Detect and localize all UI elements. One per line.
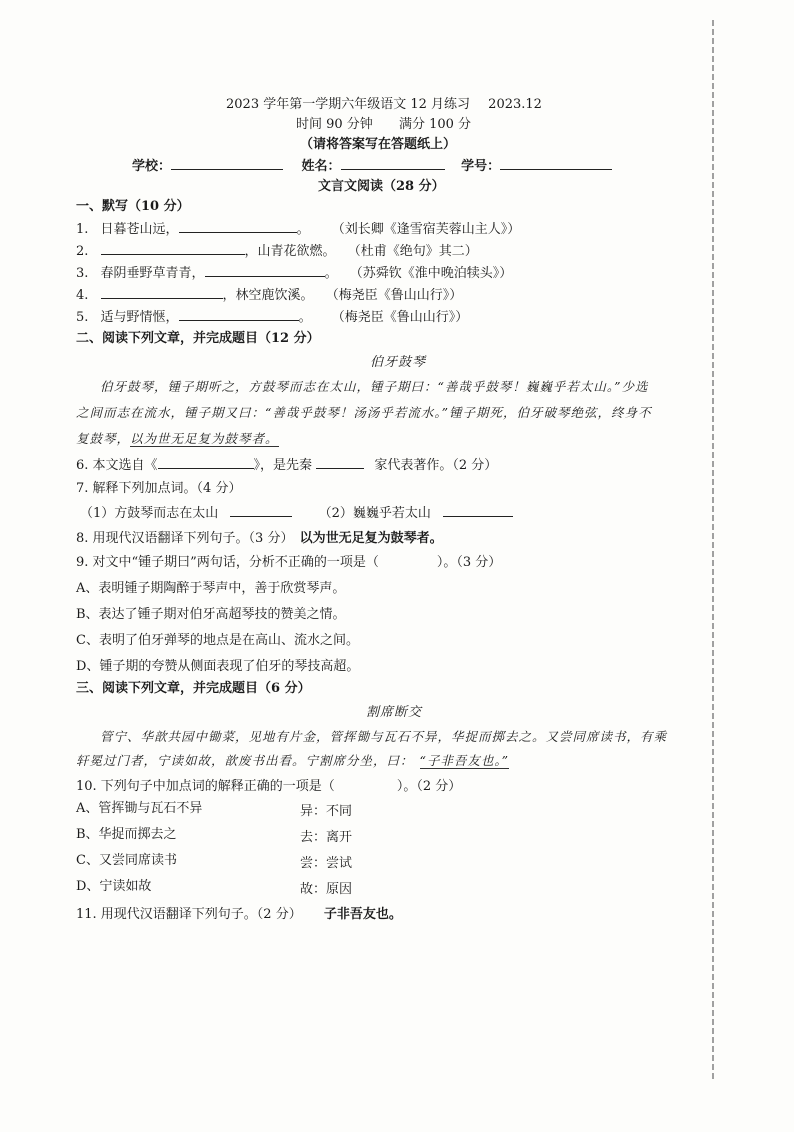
option-a: A、表明锺子期陶醉于琴声中，善于欣赏琴声。 — [76, 581, 346, 596]
passage-line: 复鼓琴，以为世无足复为鼓琴者。 — [76, 431, 279, 446]
question-10: 10. 下列句子中加点词的解释正确的一项是（ ）。（2 分） — [76, 779, 462, 794]
option-a: A、管挥锄与瓦石不异 — [76, 801, 203, 816]
underlined-sentence: “子非吾友也。” — [419, 753, 510, 768]
title-text: 2023 学年第一学期六年级语文 12 月练习 — [226, 97, 471, 112]
question-9: 9. 对文中“锺子期曰”两句话，分析不正确的一项是（ ）。（3 分） — [76, 555, 502, 570]
question-11: 11. 用现代汉语翻译下列句子。（2 分） 子非吾友也。 — [76, 907, 402, 922]
question-7: 7. 解释下列加点词。（4 分） — [76, 481, 242, 496]
poem-source: （苏舜钦《淮中晚泊犊头》） — [349, 266, 513, 281]
passage-title: 伯牙鼓琴 — [370, 355, 427, 370]
poem-source: （梅尧臣《鲁山山行》） — [325, 288, 463, 303]
dictation-blank[interactable] — [205, 264, 325, 277]
exam-time: 时间 90 分钟 — [296, 117, 373, 132]
question-7-items: （1）方鼓琴而志在太山 （2）巍巍乎若太山 — [80, 504, 513, 523]
option-b: B、华捉而掷去之 — [76, 827, 177, 842]
option-c: C、表明了伯牙弹琴的地点是在高山、流水之间。 — [76, 633, 359, 648]
part1-heading: 一、默写（10 分） — [76, 199, 190, 214]
answer-blank[interactable] — [230, 504, 292, 517]
dictation-item: 1. 日暮苍山远， 。 （刘长卿《逢雪宿芙蓉山主人》） — [76, 222, 521, 237]
dictation-item: 4. ，林空鹿饮溪。 （梅尧臣《鲁山山行》） — [76, 288, 463, 303]
dictation-blank[interactable] — [101, 242, 245, 255]
option-d: D、锺子期的夸赞从侧面表现了伯牙的琴技高超。 — [76, 659, 360, 674]
option-d-definition: 故：原因 — [300, 882, 353, 897]
student-id-field[interactable] — [500, 157, 612, 170]
name-field[interactable] — [341, 157, 445, 170]
option-b-definition: 去：离开 — [300, 830, 353, 845]
poem-source: （杜甫《绝句》其二） — [347, 244, 478, 259]
school-field[interactable] — [171, 157, 283, 170]
option-c: C、又尝同席读书 — [76, 853, 177, 868]
question-6: 6. 本文选自《 》，是先秦 家代表著作。（2 分） — [76, 458, 498, 473]
underlined-sentence: 以为世无足复为鼓琴者。 — [130, 431, 279, 446]
section-main-title: 文言文阅读（28 分） — [318, 179, 445, 194]
student-info-row — [132, 157, 612, 176]
answer-note: （请将答案写在答题纸上） — [300, 137, 457, 152]
dictation-item: 5. 适与野情惬， 。 （梅尧臣《鲁山山行》） — [76, 310, 469, 325]
dictation-item: 2. ，山青花欲燃。 （杜甫《绝句》其二） — [76, 244, 478, 259]
option-d: D、宁读如故 — [76, 879, 152, 894]
passage-title: 割席断交 — [366, 705, 423, 720]
passage-line: 之间而志在流水，锺子期又曰：“善哉乎鼓琴！汤汤乎若流水。”锺子期死，伯牙破琴绝弦，终身不 — [76, 405, 652, 420]
passage-line: 伯牙鼓琴，锺子期听之，方鼓琴而志在太山，锺子期曰：“善哉乎鼓琴！巍巍乎若太山。”少选 — [100, 379, 649, 394]
answer-blank[interactable] — [443, 504, 513, 517]
dictation-blank[interactable] — [179, 220, 297, 233]
scan-edge-line — [712, 20, 714, 1080]
name-label: 姓名： — [301, 159, 341, 174]
school-label: 学校： — [132, 159, 172, 174]
exam-time-score — [296, 116, 471, 134]
poem-source: （刘长卿《逢雪宿芙蓉山主人》） — [331, 222, 521, 237]
dictation-blank[interactable] — [101, 286, 223, 299]
answer-blank[interactable] — [316, 456, 364, 469]
exam-title — [226, 96, 542, 114]
answer-blank[interactable] — [158, 456, 254, 469]
question-8: 8. 用现代汉语翻译下列句子。（3 分） 以为世无足复为鼓琴者。 — [76, 531, 443, 546]
passage-line: 轩冕过门者，宁读如故，歆废书出看。宁割席分坐，曰： “子非吾友也。” — [76, 753, 510, 768]
part2-heading: 二、阅读下列文章，并完成题目（12 分） — [76, 331, 320, 346]
exam-score: 满分 100 分 — [398, 117, 472, 132]
option-b: B、表达了锺子期对伯牙高超琴技的赞美之情。 — [76, 607, 346, 622]
student-id-label: 学号： — [461, 159, 501, 174]
poem-source: （梅尧臣《鲁山山行》） — [331, 310, 469, 325]
passage-line: 管宁、华歆共园中锄菜，见地有片金，管挥锄与瓦石不异，华捉而掷去之。又尝同席读书，有乘 — [100, 729, 668, 744]
dictation-item: 3. 春阴垂野草青青， 。 （苏舜钦《淮中晚泊犊头》） — [76, 266, 513, 281]
option-a-definition: 异：不同 — [300, 804, 353, 819]
dictation-blank[interactable] — [179, 308, 299, 321]
exam-date: 2023.12 — [488, 97, 542, 112]
option-c-definition: 尝：尝试 — [300, 856, 353, 871]
part3-heading: 三、阅读下列文章，并完成题目（6 分） — [76, 681, 311, 696]
